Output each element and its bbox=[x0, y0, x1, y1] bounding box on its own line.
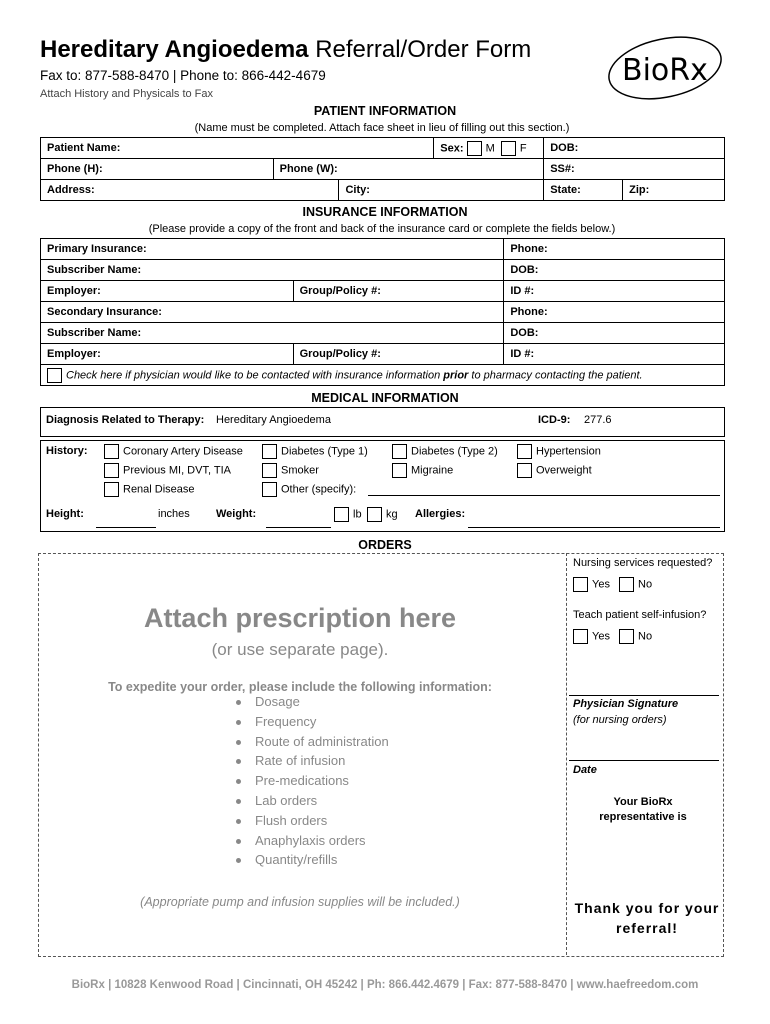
list-item: Rate of infusion bbox=[236, 751, 389, 771]
icd-label: ICD-9: bbox=[538, 414, 571, 426]
history-item-overweight[interactable]: Overweight bbox=[517, 463, 592, 478]
nursing-yes[interactable]: Yes bbox=[573, 577, 610, 592]
secondary-subscriber-field[interactable]: Subscriber Name: bbox=[41, 323, 504, 344]
weight-input-line[interactable] bbox=[266, 527, 331, 528]
list-item: Flush orders bbox=[236, 811, 389, 831]
city-field[interactable]: City: bbox=[339, 180, 544, 201]
insurance-contact-row: Check here if physician would like to be contacted with insurance information prior to pharmacy contacting the patient. bbox=[41, 365, 725, 386]
phone-work-field[interactable]: Phone (W): bbox=[273, 159, 544, 180]
supplies-note: (Appropriate pump and infusion supplies will be included.) bbox=[140, 895, 460, 909]
primary-insurance-field[interactable]: Primary Insurance: bbox=[41, 239, 504, 260]
secondary-phone-field[interactable]: Phone: bbox=[504, 302, 725, 323]
insurance-info-heading: INSURANCE INFORMATION bbox=[302, 205, 468, 219]
orders-divider bbox=[566, 553, 567, 955]
teach-no[interactable]: No bbox=[619, 629, 652, 644]
zip-field[interactable]: Zip: bbox=[623, 180, 725, 201]
history-item-diabetes-2[interactable]: Diabetes (Type 2) bbox=[392, 444, 498, 459]
rep-text: Your BioRx representative is bbox=[599, 796, 687, 823]
footer: BioRx | 10828 Kenwood Road | Cincinnati, OH 45242 | Ph: 866.442.4679 | Fax: 877-588-8470 | www.haefreedom.com bbox=[71, 979, 699, 991]
checkbox[interactable] bbox=[104, 444, 119, 459]
form-title: Hereditary Angioedema Referral/Order Form bbox=[40, 36, 532, 63]
insurance-table bbox=[40, 238, 725, 386]
phone-home-field[interactable]: Phone (H): bbox=[41, 159, 274, 180]
insurance-contact-checkbox[interactable] bbox=[47, 368, 62, 383]
patient-info-heading: PATIENT INFORMATION bbox=[313, 104, 457, 118]
separate-page-text: (or use separate page). bbox=[211, 640, 389, 659]
secondary-dob-field[interactable]: DOB: bbox=[504, 323, 725, 344]
checkbox[interactable] bbox=[619, 629, 634, 644]
dob-field[interactable]: DOB: bbox=[544, 138, 725, 159]
diagnosis-label: Diagnosis Related to Therapy: bbox=[46, 414, 205, 426]
state-field[interactable]: State: bbox=[544, 180, 623, 201]
thank-you-text: Thank you for your referral! bbox=[574, 900, 720, 936]
ssn-field[interactable]: SS#: bbox=[544, 159, 725, 180]
orders-heading: ORDERS bbox=[358, 538, 412, 552]
svg-text:BioRx: BioRx bbox=[622, 53, 708, 88]
other-specify-line[interactable] bbox=[368, 495, 720, 496]
attach-note: Attach History and Physicals to Fax bbox=[40, 88, 214, 100]
date-label: Date bbox=[573, 764, 597, 776]
primary-phone-field[interactable]: Phone: bbox=[504, 239, 725, 260]
sex-f-checkbox[interactable] bbox=[501, 141, 516, 156]
height-input-line[interactable] bbox=[96, 527, 156, 528]
primary-employer-field[interactable]: Employer: bbox=[41, 281, 294, 302]
history-item-diabetes-1[interactable]: Diabetes (Type 1) bbox=[262, 444, 368, 459]
checkbox[interactable] bbox=[619, 577, 634, 592]
primary-group-field[interactable]: Group/Policy #: bbox=[293, 281, 504, 302]
history-item-other[interactable]: Other (specify): bbox=[262, 482, 356, 497]
checkbox[interactable] bbox=[367, 507, 382, 522]
list-item: Quantity/refills bbox=[236, 850, 389, 870]
teach-yes[interactable]: Yes bbox=[573, 629, 610, 644]
list-item: Frequency bbox=[236, 712, 389, 732]
allergies-input-line[interactable] bbox=[468, 527, 720, 528]
height-label: Height: bbox=[46, 508, 84, 520]
checkbox[interactable] bbox=[104, 482, 119, 497]
order-info-list bbox=[236, 692, 389, 870]
attach-prescription-text: Attach prescription here bbox=[143, 603, 457, 633]
inches-label: inches bbox=[158, 508, 190, 520]
allergies-label: Allergies: bbox=[415, 508, 466, 520]
checkbox[interactable] bbox=[573, 629, 588, 644]
secondary-id-field[interactable]: ID #: bbox=[504, 344, 725, 365]
patient-info-note: (Name must be completed. Attach face sheet in lieu of filling out this section.) bbox=[194, 122, 570, 134]
contact-line: Fax to: 877-588-8470 | Phone to: 866-442-4679 bbox=[40, 68, 326, 83]
checkbox[interactable] bbox=[262, 444, 277, 459]
checkbox[interactable] bbox=[334, 507, 349, 522]
checkbox[interactable] bbox=[262, 482, 277, 497]
date-line[interactable] bbox=[569, 760, 719, 761]
primary-subscriber-field[interactable]: Subscriber Name: bbox=[41, 260, 504, 281]
signature-label: Physician Signature bbox=[573, 698, 679, 710]
signature-note: (for nursing orders) bbox=[573, 714, 667, 726]
secondary-insurance-field[interactable]: Secondary Insurance: bbox=[41, 302, 504, 323]
history-item-coronary[interactable]: Coronary Artery Disease bbox=[104, 444, 243, 459]
icd-value[interactable]: 277.6 bbox=[584, 414, 612, 426]
teach-question: Teach patient self-infusion? bbox=[573, 609, 707, 621]
medical-info-heading: MEDICAL INFORMATION bbox=[311, 391, 459, 405]
unit-lb[interactable]: lb bbox=[334, 507, 362, 522]
list-item: Anaphylaxis orders bbox=[236, 831, 389, 851]
checkbox[interactable] bbox=[392, 463, 407, 478]
sex-m-checkbox[interactable] bbox=[467, 141, 482, 156]
biorx-logo bbox=[604, 30, 726, 102]
patient-table bbox=[40, 137, 725, 201]
secondary-employer-field[interactable]: Employer: bbox=[41, 344, 294, 365]
history-label: History: bbox=[46, 445, 88, 457]
expedite-text: To expedite your order, please include the following information: bbox=[108, 680, 492, 694]
signature-line[interactable] bbox=[569, 695, 719, 696]
secondary-group-field[interactable]: Group/Policy #: bbox=[293, 344, 504, 365]
diagnosis-value[interactable]: Hereditary Angioedema bbox=[216, 414, 331, 426]
history-item-renal[interactable]: Renal Disease bbox=[104, 482, 195, 497]
history-item-migraine[interactable]: Migraine bbox=[392, 463, 453, 478]
unit-kg[interactable]: kg bbox=[367, 507, 398, 522]
list-item: Lab orders bbox=[236, 791, 389, 811]
history-item-smoker[interactable]: Smoker bbox=[262, 463, 319, 478]
checkbox[interactable] bbox=[517, 463, 532, 478]
address-field[interactable]: Address: bbox=[41, 180, 339, 201]
checkbox[interactable] bbox=[104, 463, 119, 478]
checkbox[interactable] bbox=[517, 444, 532, 459]
list-item: Pre-medications bbox=[236, 771, 389, 791]
checkbox[interactable] bbox=[262, 463, 277, 478]
insurance-info-note: (Please provide a copy of the front and back of the insurance card or complete the fields below.) bbox=[148, 223, 616, 235]
list-item: Dosage bbox=[236, 692, 389, 712]
sex-field: Sex: M F bbox=[434, 138, 544, 159]
primary-id-field[interactable]: ID #: bbox=[504, 281, 725, 302]
history-item-previous-mi[interactable]: Previous MI, DVT, TIA bbox=[104, 463, 231, 478]
diagnosis-row bbox=[40, 407, 725, 437]
nursing-no[interactable]: No bbox=[619, 577, 652, 592]
history-item-hypertension[interactable]: Hypertension bbox=[517, 444, 601, 459]
nursing-question: Nursing services requested? bbox=[573, 557, 713, 569]
weight-label: Weight: bbox=[216, 508, 257, 520]
primary-dob-field[interactable]: DOB: bbox=[504, 260, 725, 281]
checkbox[interactable] bbox=[392, 444, 407, 459]
patient-name-field[interactable]: Patient Name: bbox=[41, 138, 434, 159]
checkbox[interactable] bbox=[573, 577, 588, 592]
list-item: Route of administration bbox=[236, 732, 389, 752]
